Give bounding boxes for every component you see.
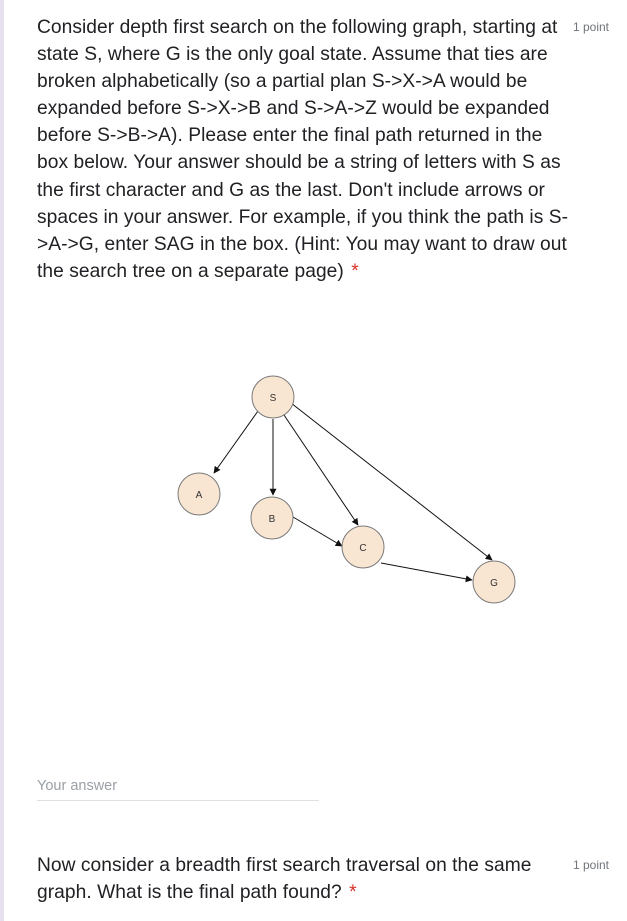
edge-b-c xyxy=(293,517,342,546)
question-1 xyxy=(37,14,577,285)
edge-s-g xyxy=(291,403,492,560)
graph-svg xyxy=(170,367,530,617)
svg-text:S: S xyxy=(269,393,277,404)
node-c xyxy=(342,526,384,568)
form-side-rule xyxy=(0,0,4,921)
node-a xyxy=(178,473,220,515)
svg-text:A: A xyxy=(195,490,203,501)
svg-text:B: B xyxy=(268,514,276,525)
question-2 xyxy=(37,852,577,906)
graph-diagram xyxy=(170,367,530,622)
edge-s-c xyxy=(284,415,358,525)
required-asterisk: * xyxy=(349,882,357,904)
node-s xyxy=(252,376,294,418)
question-2-text: Now consider a breadth first search traversal on the same graph. What is the final path found? * xyxy=(37,855,532,904)
question-1-text: Consider depth first search on the following graph, starting at state S, where G is the only goal state. Assume that ties are broken alphabetically (so a partial plan S->X->A would be expanded before S->X->B and S->A->Z would be expanded before S->B->A). Please enter the final path returned in the box below. Your answer should be a string of letters with S as the first character and G as the last. Don't include arrows or spaces in your answer. For example, if you think the path is S->A->G, enter SAG in the box. (Hint: You may want to draw out the search tree on a separate page) * xyxy=(37,17,569,282)
node-g xyxy=(473,561,515,603)
question-1-points: 1 point xyxy=(572,20,609,34)
required-asterisk: * xyxy=(351,260,359,282)
svg-text:C: C xyxy=(359,543,367,554)
edge-s-a xyxy=(214,411,258,473)
answer-input[interactable]: Your answer xyxy=(37,778,319,801)
edge-c-g xyxy=(381,563,472,580)
question-2-points: 1 point xyxy=(572,858,609,872)
svg-text:G: G xyxy=(490,578,498,589)
node-b xyxy=(251,497,293,539)
